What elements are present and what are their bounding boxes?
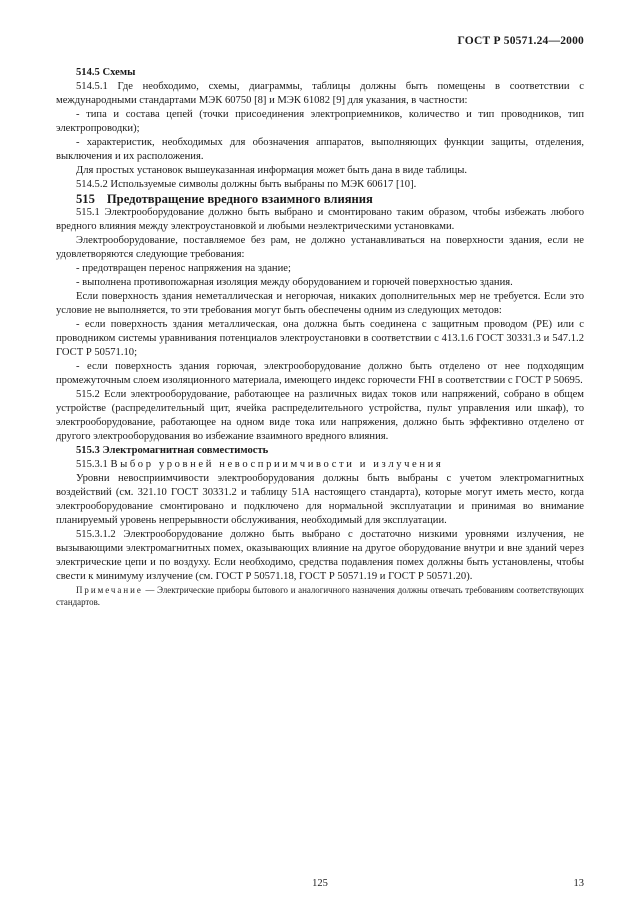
- paragraph: Электрооборудование, поставляемое без рам, не должно устанавливаться на поверхности здания, если не удовлетворяются следующие требования:: [56, 235, 584, 260]
- section-515-number: 515: [76, 192, 95, 206]
- subsection-515-3-1-title: Выбор уровней невосприимчивости и излучения: [110, 459, 444, 470]
- page-number-center: 125: [312, 878, 328, 889]
- note-label: Примечание: [76, 585, 143, 595]
- paragraph: Если поверхность здания неметаллическая и негорючая, никаких дополнительных мер не требуется. Если это условие не выполняется, то эти требования могут быть обеспечены одним из следующих методов:: [56, 291, 584, 316]
- paragraph-514-5-2: 514.5.2 Используемые символы должны быть выбраны по МЭК 60617 [10].: [76, 179, 417, 190]
- list-item: - типа и состава цепей (точки присоединения электроприемников, количество и тип проводников, тип электропроводки);: [56, 109, 584, 134]
- list-item: - если поверхность здания горючая, электрооборудование должно быть отделено от нее подходящим промежуточным слоем изоляционного материала, имеющего индекс горючести FHI в соответствии с ГОСТ Р 50695.: [56, 361, 584, 386]
- subsection-515-3-1-number: 515.3.1: [76, 459, 108, 470]
- document-body: [56, 66, 584, 608]
- page-number-right: 13: [573, 878, 584, 889]
- section-515-title: Предотвращение вредного взаимного влияния: [106, 192, 373, 206]
- note: [56, 584, 584, 608]
- section-515-heading: [56, 192, 584, 206]
- subsection-515-3-1-heading: [56, 458, 584, 472]
- paragraph: Уровни невосприимчивости электрооборудования должны быть выбраны с учетом электромагнитных воздействий (см. 321.10 ГОСТ 30331.2 и таблицу 51А настоящего стандарта), которые могут иметь место, когда электрооборудование смонтировано и подключено для нормальной эксплуатации и принимая во внимание планируемый уровень непрерывности обслуживания, необходимый для эксплуатации.: [56, 473, 584, 526]
- list-item: - предотвращен перенос напряжения на здание;: [76, 263, 291, 274]
- section-515-3-heading: 515.3 Электромагнитная совместимость: [76, 445, 269, 456]
- paragraph: Для простых установок вышеуказанная информация может быть дана в виде таблицы.: [76, 165, 468, 176]
- list-item: - выполнена противопожарная изоляция между оборудованием и горючей поверхностью здания.: [76, 277, 513, 288]
- paragraph-515-3-1-2: 515.3.1.2 Электрооборудование должно быть выбрано с достаточно низкими уровнями излучения, не вызывающими электромагнитных помех, оказывающих влияние на другое оборудование внутри и вне зданий через электрические цепи и по воздуху. Если необходимо, средства подавления помех должны быть установлены, чтобы свести к минимуму излучение (см. ГОСТ Р 50571.18, ГОСТ Р 50571.19 и ГОСТ Р 50571.20).: [56, 529, 584, 582]
- paragraph-515-2: 515.2 Если электрооборудование, работающее на различных видах токов или напряжений, собрано в общем устройстве (распределительный щит, ячейка распределительного устройства, пульт управления или шкаф), то электрооборудование, работающее на одном виде тока или напряжения, должно быть эффективно отделено от другого электрооборудования во избежание взаимного вредного влияния.: [56, 389, 584, 442]
- note-text: — Электрические приборы бытового и аналогичного назначения должны отвечать требованиям соответствующих стандартов.: [56, 585, 584, 607]
- list-item: - характеристик, необходимых для обозначения аппаратов, выполняющих функции защиты, отделения, выключения и их расположения.: [56, 137, 584, 162]
- section-514-5-heading: 514.5 Схемы: [76, 67, 136, 78]
- list-item: - если поверхность здания металлическая, она должна быть соединена с защитным проводом (PE) или с проводником системы уравнивания потенциалов электроустановки в соответствии с 413.1.6 ГОСТ 30331.3 и 547.1.2 ГОСТ Р 50571.10;: [56, 319, 584, 358]
- paragraph-515-1: 515.1 Электрооборудование должно быть выбрано и смонтировано таким образом, чтобы избежать любого вредного влияния между электроустановкой и любыми неэлектрическими установками.: [56, 207, 584, 232]
- document-header: ГОСТ Р 50571.24—2000: [457, 35, 584, 47]
- paragraph-514-5-1: 514.5.1 Где необходимо, схемы, диаграммы, таблицы должны быть помещены в соответствии с международными стандартами МЭК 60750 [8] и МЭК 61082 [9] для указания, в частности:: [56, 81, 584, 106]
